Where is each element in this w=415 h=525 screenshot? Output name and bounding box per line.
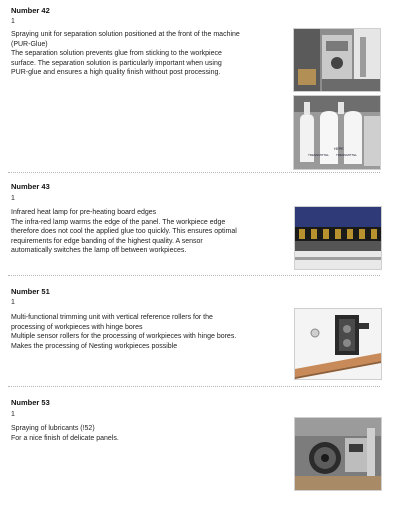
spraying-unit-photo	[293, 28, 381, 92]
lubricant-spraying-image	[295, 418, 381, 490]
description-line: Makes the processing of Nesting workpieces possible	[11, 342, 178, 350]
description-line: requirements for edge banding of the highest quality. A sensor	[11, 237, 203, 245]
section-divider	[8, 172, 380, 173]
bottle-label-hepe: HEPE	[334, 147, 344, 151]
trimming-unit-photo	[294, 308, 382, 380]
description-line: (PUR-Glue)	[11, 40, 48, 48]
item-quantity: 1	[11, 18, 15, 25]
description-line: Spraying of lubricants (!52)	[11, 425, 95, 432]
item-description	[11, 424, 281, 443]
description-line: automatically switches the lamp off between workpieces.	[11, 247, 187, 255]
infrared-heat-lamp-photo	[294, 206, 382, 270]
bottles-image	[294, 96, 380, 169]
heat-lamp-image	[295, 207, 381, 269]
bottle-label-trennmittel: TRENNMITTEL	[336, 153, 357, 157]
item-description	[11, 208, 281, 256]
description-line: PUR-glue and ensures a high quality finish without post processing.	[11, 69, 221, 77]
item-quantity: 1	[11, 195, 15, 202]
bottle-label-trennmittel: TRENNMITTEL	[308, 153, 329, 157]
spraying-unit-image	[294, 29, 380, 91]
item-number: Number 51	[11, 287, 50, 296]
item-description	[11, 30, 281, 78]
description-line: processing of workpieces with hinge bores	[11, 323, 143, 331]
lubricant-spraying-photo	[294, 417, 382, 491]
description-line: Infrared heat lamp for pre-heating board edges	[11, 209, 157, 216]
description-line: The infra-red lamp warms the edge of the panel. The workpiece edge	[11, 218, 226, 226]
trimming-unit-image	[295, 309, 381, 379]
separation-solution-bottles-photo	[293, 95, 381, 170]
description-line: Multiple sensor rollers for the processing of workpieces with hinge bores.	[11, 333, 237, 341]
description-line: Spraying unit for separation solution positioned at the front of the machine	[11, 31, 240, 38]
description-line: surface. The separation solution is particularly important when using	[11, 59, 222, 67]
description-line: The separation solution prevents glue from sticking to the workpiece	[11, 50, 222, 58]
item-number: Number 53	[11, 398, 50, 407]
section-divider	[8, 386, 380, 387]
description-line: Multi-functional trimming unit with vertical reference rollers for the	[11, 314, 213, 321]
section-divider	[8, 275, 380, 276]
description-line: For a nice finish of delicate panels.	[11, 434, 119, 442]
description-line: therefore does not cool the applied glue too quickly. This ensures optimal	[11, 228, 237, 236]
item-quantity: 1	[11, 411, 15, 418]
item-number: Number 43	[11, 182, 50, 191]
item-number: Number 42	[11, 6, 50, 15]
item-description	[11, 313, 281, 351]
item-quantity: 1	[11, 299, 15, 306]
